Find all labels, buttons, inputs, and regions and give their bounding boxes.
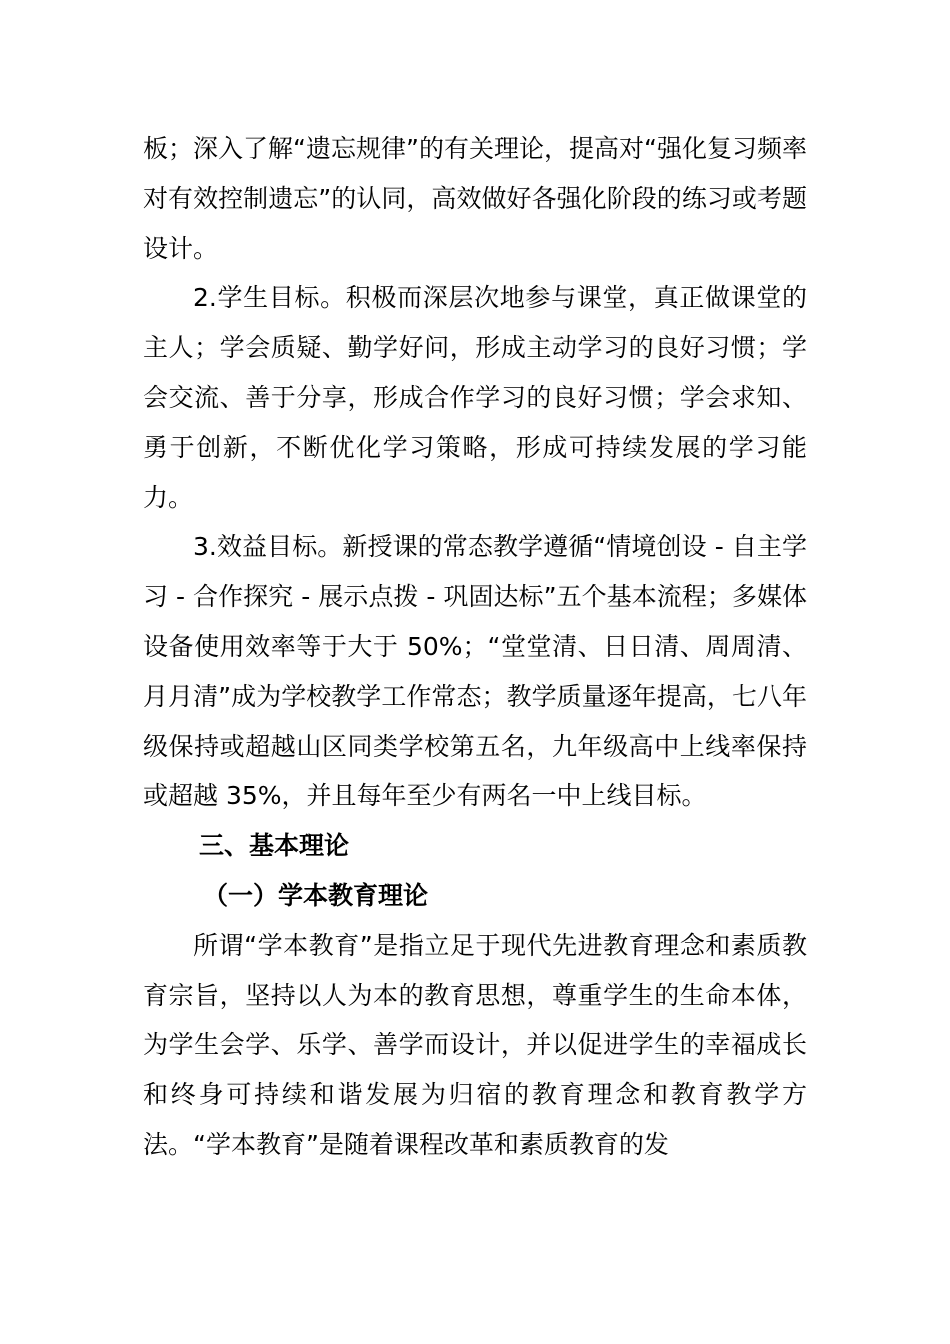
paragraph-learner-centered-definition: 所谓“学本教育”是指立足于现代先进教育理念和素质教育宗旨，坚持以人为本的教育思想，尊重学生的生命本体，为学生会学、乐学、善学而设计，并以促进学生的幸福成长和终身可持续和谐发展为归宿的教育理念和教育教学方法。“学本教育”是随着课程改革和素质教育的发 [143,930,807,1159]
subsection-heading-learner-centered-theory: （一）学本教育理论 [203,880,429,910]
paragraph-benefit-goals: 3.效益目标。新授课的常态教学遵循“情境创设 - 自主学习 - 合作探究 - 展示点拨 - 巩固达标”五个基本流程；多媒体设备使用效率等于大于 50%；“堂堂清、日日清、周周清、月月清”成为学校教学工作常态；教学质量逐年提高，七八年级保持或超越山区同类学校第五名，九年级高中上线率保持或超越 35%，并且每年至少有两名一中上线目标。 [143,532,807,811]
document-body [143,124,807,1170]
paragraph-student-goals: 2.学生目标。积极而深层次地参与课堂，真正做课堂的主人；学会质疑、勤学好问，形成主动学习的良好习惯；学会交流、善于分享，形成合作学习的良好习惯；学会求知、勇于创新，不断优化学习策略，形成可持续发展的学习能力。 [143,283,807,512]
paragraph-continuation: 板；深入了解“遗忘规律”的有关理论，提高对“强化复习频率对有效控制遗忘”的认同，高效做好各强化阶段的练习或考题设计。 [143,134,807,263]
section-heading-basic-theory: 三、基本理论 [199,831,350,861]
